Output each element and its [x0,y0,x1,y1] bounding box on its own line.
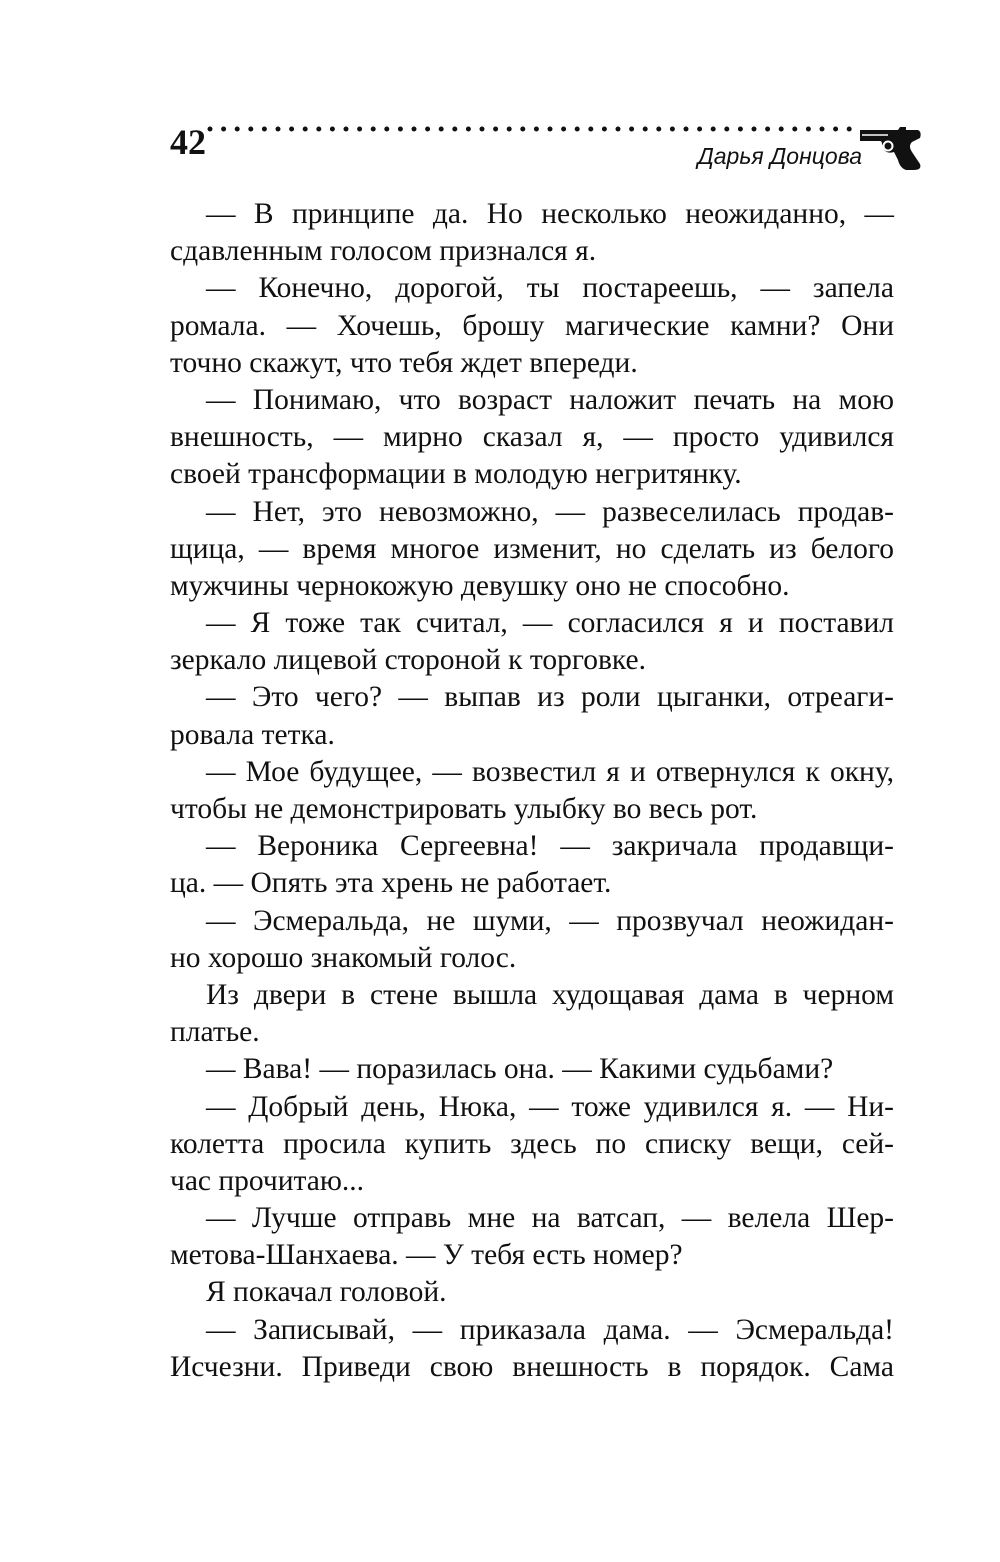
text-line: ровала тетка. [170,718,335,751]
text-line: — Записывай, — приказала дама. — Эсмеральда! [206,1313,894,1346]
body-text [170,196,894,1386]
text-line: щица, — время многое изменит, но сделать из белого [170,532,894,565]
text-line: Я покачал головой. [206,1276,447,1309]
text-line: — Вава! — поразилась она. — Какими судьбами? [206,1053,834,1086]
text-line: — Понимаю, что возраст наложит печать на мою [206,383,894,416]
text-line: внешность, — мирно сказал я, — просто удивился [170,421,894,454]
text-line: — Лучше отправь мне на ватсап, — велела Шер- [206,1202,894,1235]
text-line: час прочитаю... [170,1164,365,1197]
text-line: — Это чего? — выпав из роли цыганки, отреаги- [206,681,894,714]
text-line: ца. — Опять эта хрень не работает. [170,867,612,900]
text-line: но хорошо знакомый голос. [170,941,517,974]
page-number: 42 [170,122,206,162]
text-line: своей трансформации в молодую негритянку. [170,458,742,491]
text-line: — В принципе да. Но несколько неожиданно, — [206,198,894,230]
text-line: — Я тоже так считал, — согласился я и поставил [206,607,894,640]
text-line: колетта просила купить здесь по списку вещи, сей- [170,1127,894,1160]
dotted-leader [206,117,862,141]
text-line: — Мое будущее, — возвестил я и отвернулся к окну, [206,755,894,788]
revolver-icon [858,120,924,172]
text-line: — Эсмеральда, не шуми, — прозвучал неожидан- [206,904,894,937]
author-name: Дарья Донцова [697,143,862,169]
text-line: зеркало лицевой стороной к торговке. [170,644,646,677]
text-line: — Добрый день, Нюка, — тоже удивился я. — Ни- [206,1090,894,1123]
text-line: Исчезни. Приведи свою внешность в порядок. Сама [170,1350,894,1383]
text-line: точно скажут, что тебя ждет впереди. [170,346,638,379]
text-line: чтобы не демонстрировать улыбку во весь рот. [170,793,758,825]
text-line: Из двери в стене вышла худощавая дама в черном [206,978,894,1011]
text-line: — Нет, это невозможно, — развеселилась продав- [206,495,894,528]
text-line: сдавленным голосом признался я. [170,235,597,268]
text-line: ромала. — Хочешь, брошу магические камни? Они [170,309,894,342]
text-line: платье. [170,1016,260,1049]
text-line: — Вероника Сергеевна! — закричала продавщи- [206,830,894,863]
text-line: мужчины чернокожую девушку оно не способно. [170,569,790,602]
text-line: метова-Шанхаева. — У тебя есть номер? [170,1239,683,1272]
text-line: — Конечно, дорогой, ты постареешь, — запела [206,272,894,305]
